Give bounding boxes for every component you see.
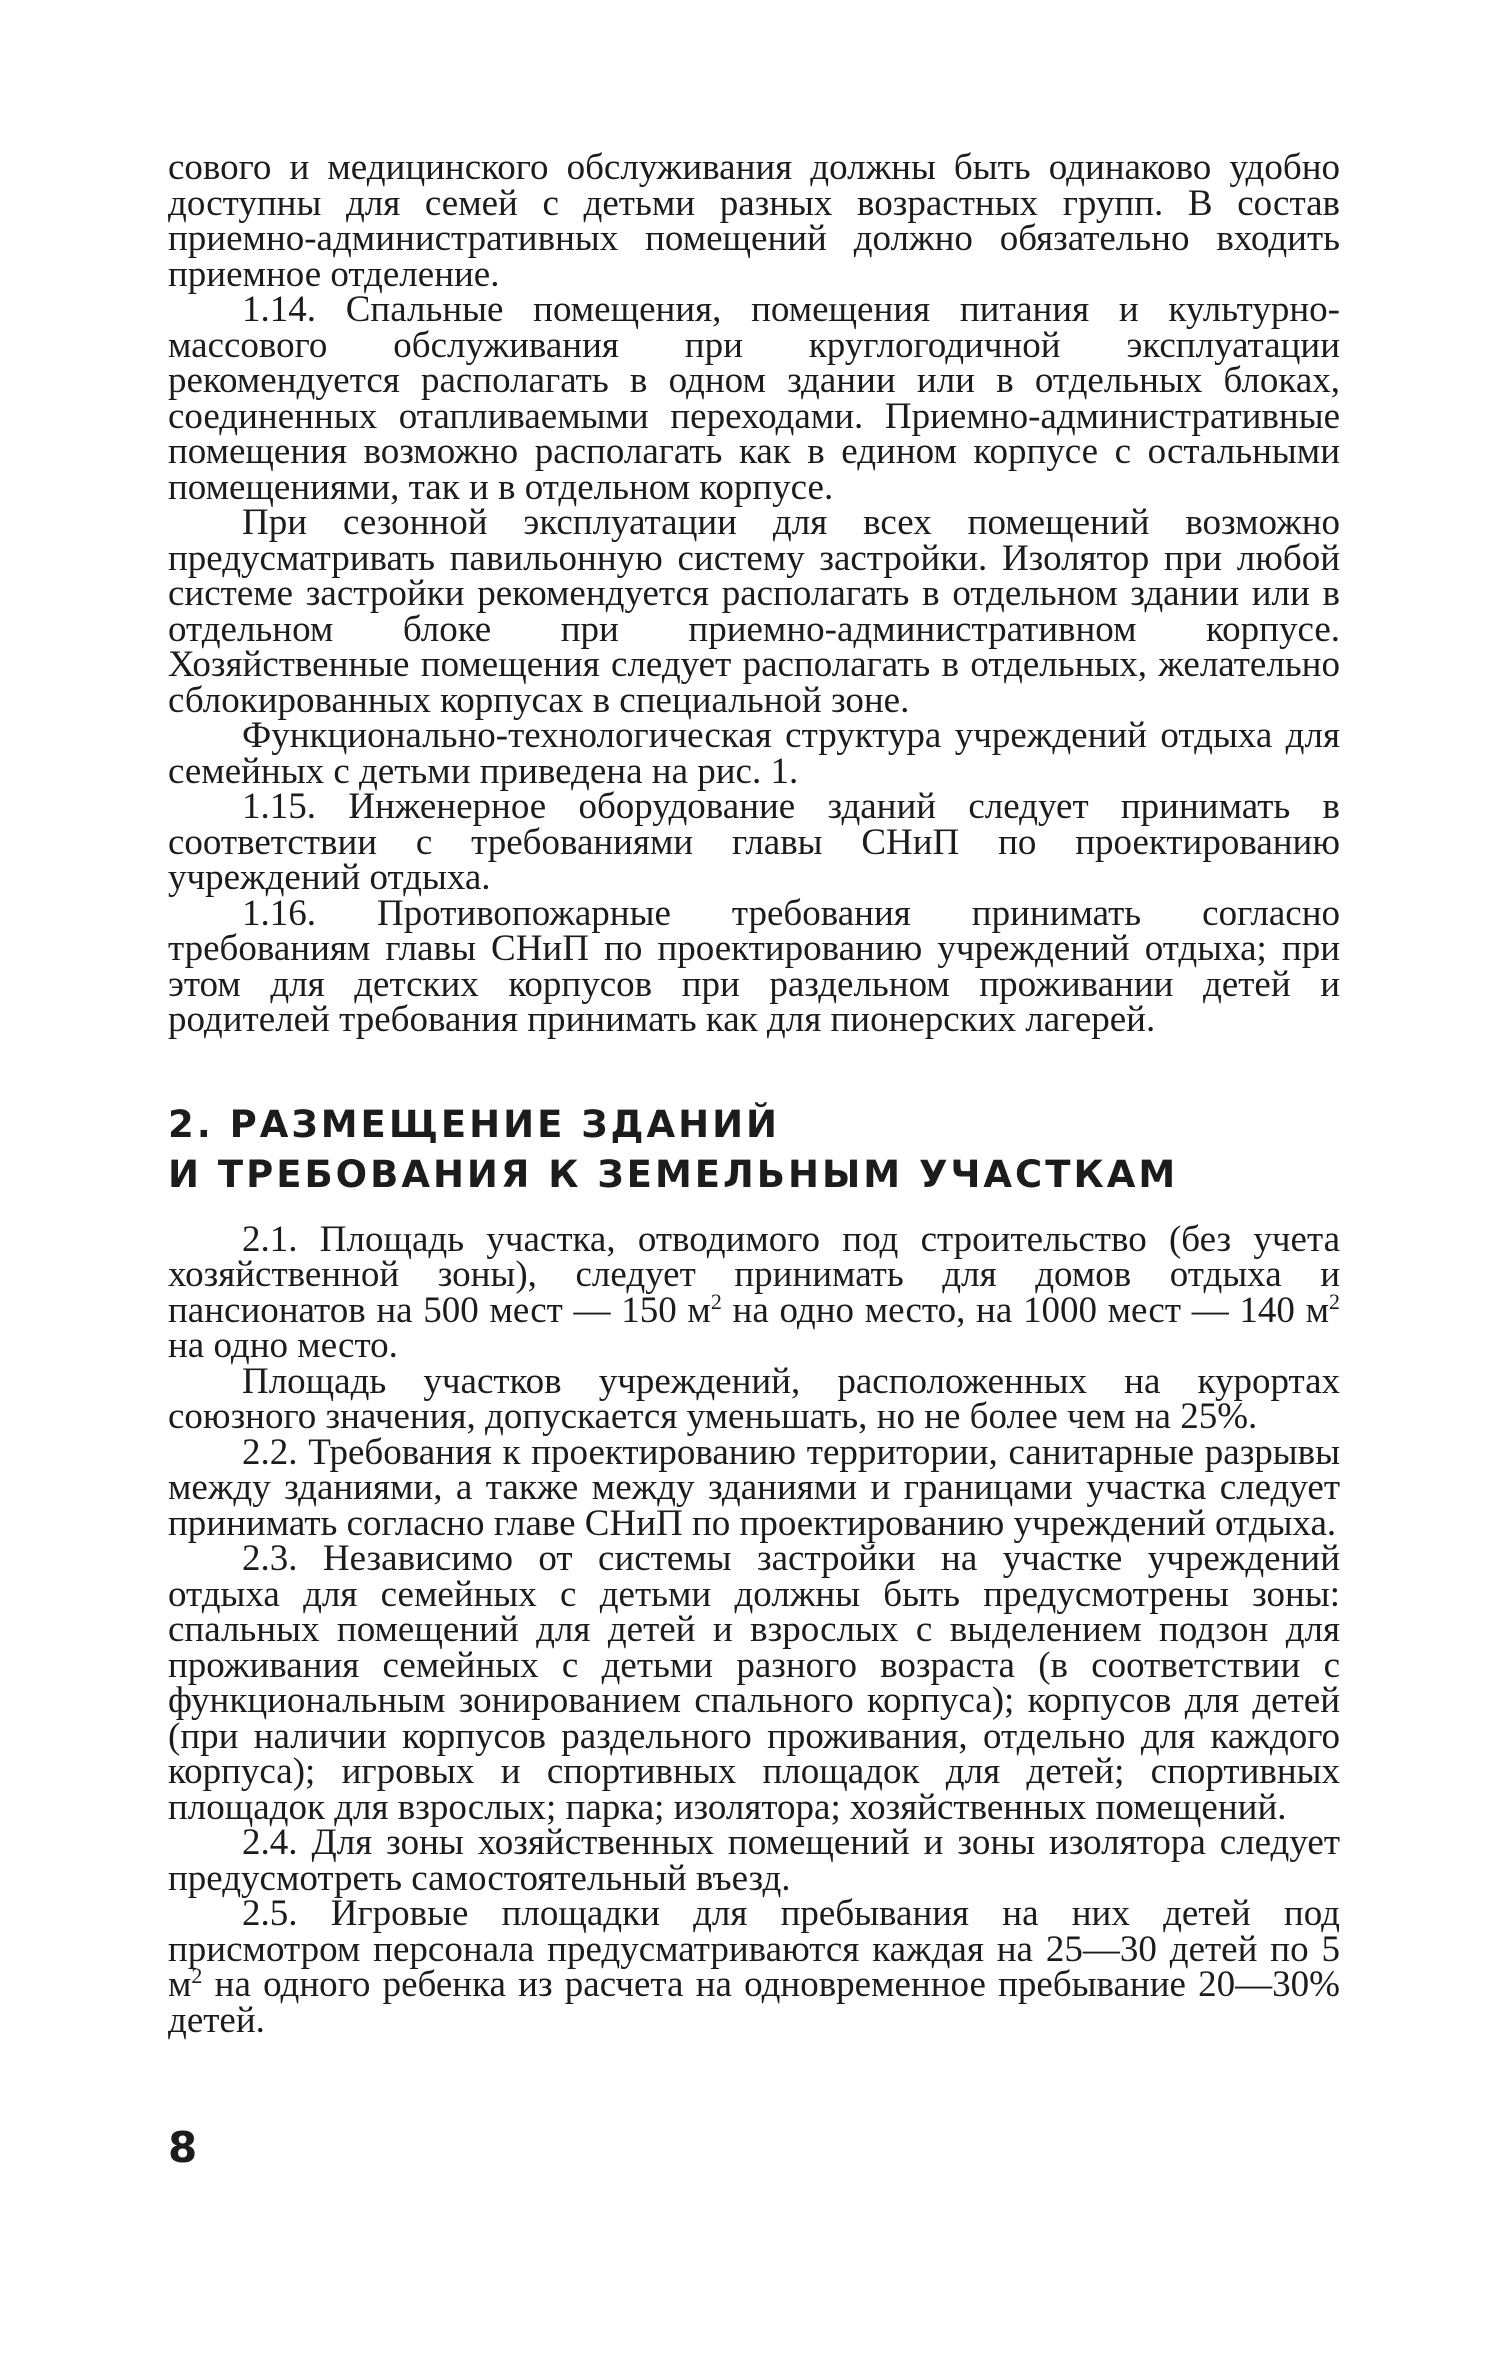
paragraph-1-15: 1.15. Инженерное оборудование зданий следует принимать в соответствии с требованиями главы СНиП по проектированию учреждений отдыха.	[168, 786, 1340, 898]
paragraphs-before-heading	[168, 147, 1340, 1040]
paragraph-2-1	[168, 1218, 1340, 1366]
superscript-2: 2	[710, 1288, 722, 1314]
paragraph-2-2: 2.2. Требования к проектированию территории, санитарные разрывы между зданиями, а также между зданиями и границами участка следует принимать согласно главе СНиП по проектированию учреждений отдыха.	[168, 1431, 1340, 1544]
paragraph-seasonal: При сезонной эксплуатации для всех помещений возможно предусматривать павильонную систему застройки. Изолятор при любой системе застройки рекомендуется располагать в отдельном здании или в отдельном блоке при приемно-административном корпусе. Хозяйственные помещения следует располагать в отдельных, желательно сблокированных корпусах в специальной зоне.	[168, 502, 1340, 721]
section-heading	[168, 1100, 1340, 1200]
paragraphs-after-heading	[168, 1360, 1340, 1899]
page-number: 8	[168, 2123, 198, 2172]
superscript-2: 2	[1329, 1288, 1340, 1314]
paragraph-2-4: 2.4. Для зоны хозяйственных помещений и зоны изолятора следует предусмотреть самостоятельный въезд.	[168, 1822, 1340, 1899]
paragraph-1-16: 1.16. Противопожарные требования принимать согласно требованиям главы СНиП по проектированию учреждений отдыха; при этом для детских корпусов при раздельном проживании детей и родителей требования принимать как для пионерских лагерей.	[168, 892, 1340, 1040]
document-page	[168, 147, 1340, 2041]
paragraph-resort: Площадь участков учреждений, расположенных на курортах союзного значения, допускается уменьшать, но не более чем на 25%.	[168, 1360, 1340, 1437]
paragraph-2-5	[168, 1893, 1340, 2041]
paragraph-2-5-text-b: на одного ребенка из расчета на одновременное пребывание 20—30% детей.	[168, 1964, 1340, 2041]
superscript-2: 2	[191, 1963, 203, 1988]
paragraph-2-1-text-b: на одно место, на 1000 мест — 140 м	[721, 1289, 1329, 1331]
paragraph-structure: Функционально-технологическая структура учреждений отдыха для семейных с детьми приведена на рис. 1.	[168, 715, 1340, 792]
paragraph-continued: сового и медицинского обслуживания должны быть одинаково удобно доступны для семей с детьми разных возрастных групп. В состав приемно-административных помещений должно обязательно входить приемное отделение.	[168, 147, 1340, 295]
paragraph-2-5-text-a: 2.5. Игровые площадки для пребывания на них детей под присмотром персонала предусматриваются каждая на 25—30 детей по 5 м	[168, 1893, 1340, 2005]
paragraph-2-3: 2.3. Независимо от системы застройки на участке учреждений отдыха для семейных с детьми должны быть предусмотрены зоны: спальных помещений для детей и взрослых с выделением подзон для проживания семейных с детьми разного возраста (в соответствии с функциональным зонированием спального корпуса); корпусов для детей (при наличии корпусов раздельного проживания, отдельно для каждого корпуса); игровых и спортивных площадок для детей; спортивных площадок для взрослых; парка; изолятора; хозяйственных помещений.	[168, 1538, 1340, 1828]
section-heading-line-2: И ТРЕБОВАНИЯ К ЗЕМЕЛЬНЫМ УЧАСТКАМ	[168, 1152, 1179, 1196]
paragraph-2-1-text-c: на одно место.	[168, 1325, 398, 1366]
paragraph-2-1-text-a: 2.1. Площадь участка, отводимого под строительство (без учета хозяйственной зоны), следует принимать для домов отдыха и пансионатов на 500 мест — 150 м	[168, 1218, 1340, 1331]
paragraph-1-14: 1.14. Спальные помещения, помещения питания и культурно-массового обслуживания при круглогодичной эксплуатации рекомендуется располагать в одном здании или в отдельных блоках, соединенных отапливаемыми переходами. Приемно-административные помещения возможно располагать как в едином корпусе с остальными помещениями, так и в отдельном корпусе.	[168, 289, 1340, 508]
section-heading-line-1: 2. РАЗМЕЩЕНИЕ ЗДАНИЙ	[168, 1102, 781, 1146]
